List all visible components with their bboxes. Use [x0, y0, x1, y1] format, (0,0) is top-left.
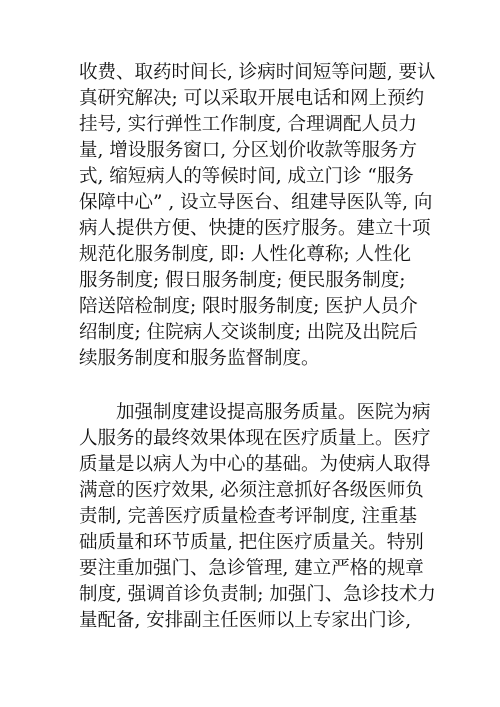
paragraph-1-line-2: 真研究解决; 可以采取开展电话和网上预约	[79, 88, 425, 109]
paragraph-1-line-4: 量, 增设服务窗口, 分区划价收款等服务方	[79, 140, 418, 161]
paragraph-2-line-4: 满意的医疗效果, 必须注意抓好各级医师负	[79, 480, 424, 501]
paragraph-2-line-3: 质量是以病人为中心的基础。为使病人取得	[79, 454, 431, 475]
paragraph-1-line-11: 绍制度; 住院病人交谈制度; 出院及出院后	[79, 322, 418, 343]
paragraph-2-line-7: 要注重加强门、急诊管理, 建立严格的规章	[79, 558, 424, 579]
paragraph-1-line-1: 收费、取药时间长, 诊病时间短等问题, 要认	[79, 62, 436, 83]
paragraph-1-line-8: 规范化服务制度, 即: 人性化尊称; 人性化	[79, 244, 411, 265]
paragraph-2-line-8: 制度, 强调首诊负责制; 加强门、急诊技术力	[79, 584, 436, 605]
paragraph-1-line-3: 挂号, 实行弹性工作制度, 合理调配人员力	[79, 114, 418, 135]
paragraph-1-line-5: 式, 缩短病人的等候时间, 成立门诊 “服务	[79, 166, 414, 187]
paragraph-1-line-12: 续服务制度和服务监督制度。	[79, 348, 320, 369]
paragraph-2-line-1: 加强制度建设提高服务质量。医院为病	[116, 402, 431, 423]
paragraph-2-line-2: 人服务的最终效果体现在医疗质量上。医疗	[79, 428, 431, 449]
paragraph-2-line-6: 础质量和环节质量, 把住医疗质量关。特别	[79, 532, 424, 553]
paragraph-1-line-9: 服务制度; 假日服务制度; 便民服务制度;	[79, 270, 406, 291]
paragraph-1-line-6: 保障中心” , 设立导医台、组建导医队等, 向	[79, 192, 433, 213]
paragraph-1-line-10: 陪送陪检制度; 限时服务制度; 医护人员介	[79, 296, 418, 317]
paragraph-2-line-9: 量配备, 安排副主任医师以上专家出门诊,	[79, 610, 412, 631]
paragraph-2-line-5: 责制, 完善医疗质量检查考评制度, 注重基	[79, 506, 418, 527]
paragraph-1-line-7: 病人提供方便、快捷的医疗服务。建立十项	[79, 218, 431, 239]
